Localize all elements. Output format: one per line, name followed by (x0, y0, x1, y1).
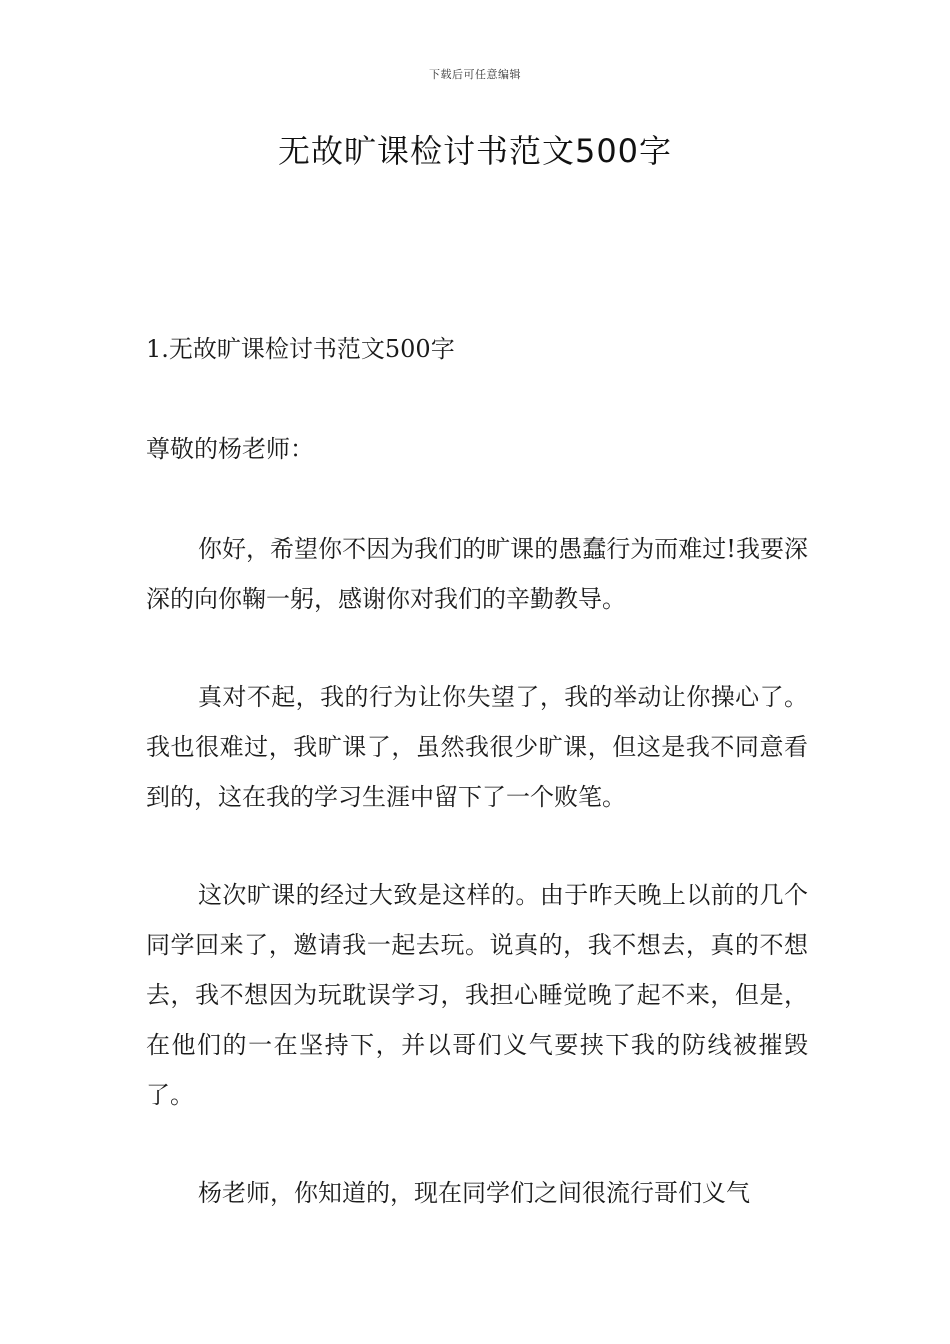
paragraph-text: 这次旷课的经过大致是这样的。由于昨天晚上以前的几个同学回来了，邀请我一起去玩。说真的，我不想去，真的不想去，我不想因为玩耽误学习，我担心睡觉晚了起不来，但是，在他们的一在坚持下，并以哥们义气要挟下我的防线被摧毁了。 (146, 881, 808, 1109)
paragraph (146, 1168, 808, 1218)
section-heading: 1.无故旷课检讨书范文500字 (146, 335, 455, 363)
paragraph (146, 524, 808, 624)
document-title: 无故旷课检讨书范文500字 (277, 132, 673, 170)
paragraph-text: 杨老师，你知道的，现在同学们之间很流行哥们义气 (198, 1179, 750, 1207)
paragraph (146, 870, 808, 1120)
header-note: 下载后可任意编辑 (429, 68, 521, 81)
paragraph (146, 672, 808, 822)
paragraph-text: 真对不起，我的行为让你失望了，我的举动让你操心了。我也很难过，我旷课了，虽然我很少旷课，但这是我不同意看到的，这在我的学习生涯中留下了一个败笔。 (146, 683, 808, 811)
salutation: 尊敬的杨老师： (146, 435, 314, 463)
paragraph-text: 你好，希望你不因为我们的旷课的愚蠢行为而难过!我要深深的向你鞠一躬，感谢你对我们的辛勤教导。 (146, 535, 808, 613)
